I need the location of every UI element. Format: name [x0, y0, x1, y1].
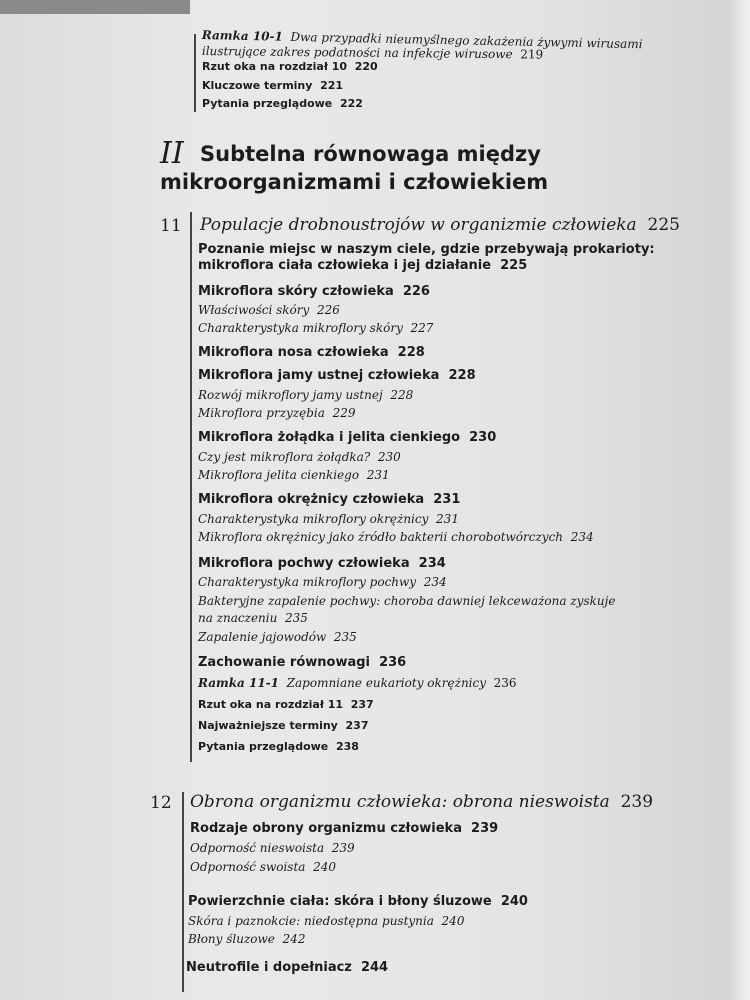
ch11-section-intro-line1: Poznanie miejsc w naszym ciele, gdzie przebywają prokarioty:: [198, 242, 655, 257]
ch12-sub-innate: Odporność nieswoista 239: [190, 841, 355, 855]
ch11-sub-skin-flora: Charakterystyka mikroflory skóry 227: [198, 321, 434, 335]
ch12-section-body-surfaces: Powierzchnie ciała: skóra i błony śluzowe 240: [188, 894, 528, 909]
review-questions-ch10: Pytania przeglądowe 222: [202, 97, 363, 110]
toc-rule-ch11: [190, 212, 192, 762]
ch11-sub-stomach-flora: Czy jest mikroflora żołądka? 230: [198, 450, 401, 464]
review-questions-ch11: Pytania przeglądowe 238: [198, 740, 359, 753]
ch11-section-balance: Zachowanie równowagi 236: [198, 655, 407, 670]
ch11-sub-bacterial-vaginosis-line1: Bakteryjne zapalenie pochwy: choroba dawniej lekceważona zyskuje: [198, 594, 616, 608]
summary-ch10: Rzut oka na rozdział 10 220: [202, 60, 378, 73]
key-terms-ch10: Kluczowe terminy 221: [202, 79, 344, 92]
ch11-section-intro-line2: mikroflora ciała człowieka i jej działanie 225: [198, 258, 528, 273]
toc-rule-top: [194, 34, 196, 112]
ch12-sub-mucous: Błony śluzowe 242: [188, 932, 306, 946]
chapter-11-number: 11: [160, 216, 182, 236]
ch11-section-stomach: Mikroflora żołądka i jelita cienkiego 230: [198, 430, 497, 445]
box-10-1-line1: Ramka 10-1 Dwa przypadki nieumyślnego zakażenia żywymi wirusami: [201, 28, 643, 52]
ch11-sub-colon-pathogens: Mikroflora okrężnicy jako źródło bakterii chorobotwórczych 234: [198, 530, 594, 544]
part-numeral: II: [160, 136, 184, 171]
ch12-sub-skin-nails: Skóra i paznokcie: niedostępna pustynia 240: [188, 914, 465, 928]
summary-ch11: Rzut oka na rozdział 11 237: [198, 698, 374, 711]
part-title-line1: Subtelna równowaga między: [200, 142, 541, 166]
ch11-sub-small-intestine: Mikroflora jelita cienkiego 231: [198, 468, 390, 482]
ch11-section-skin: Mikroflora skóry człowieka 226: [198, 284, 430, 299]
ch11-section-vagina: Mikroflora pochwy człowieka 234: [198, 556, 446, 571]
box-10-1-line2: ilustrujące zakres podatności na infekcje wirusowe 219: [201, 44, 544, 62]
page-edge-shadow: [0, 0, 190, 14]
ch11-sub-colon-flora: Charakterystyka mikroflory okrężnicy 231: [198, 512, 459, 526]
toc-rule-ch12: [182, 792, 184, 992]
ch11-sub-periodontal: Mikroflora przyzębia 229: [198, 406, 356, 420]
ch12-section-neutrophils: Neutrofile i dopełniacz 244: [186, 960, 389, 975]
ch11-sub-salpingitis: Zapalenie jajowodów 235: [198, 630, 357, 644]
ch11-box-11-1: Ramka 11-1 Zapomniane eukarioty okrężnicy 236: [198, 676, 517, 690]
chapter-12-number: 12: [150, 793, 172, 813]
ch12-sub-adaptive: Odporność swoista 240: [190, 860, 336, 874]
part-title-line2: mikroorganizmami i człowiekiem: [160, 170, 549, 194]
key-terms-ch11: Najważniejsze terminy 237: [198, 719, 369, 732]
page-right-edge: [728, 0, 750, 1000]
ch11-section-nose: Mikroflora nosa człowieka 228: [198, 345, 425, 360]
ch11-section-mouth: Mikroflora jamy ustnej człowieka 228: [198, 368, 476, 383]
ch11-sub-vagina-flora: Charakterystyka mikroflory pochwy 234: [198, 575, 447, 589]
ch11-sub-mouth-development: Rozwój mikroflory jamy ustnej 228: [198, 388, 414, 402]
ch11-section-colon: Mikroflora okrężnicy człowieka 231: [198, 492, 461, 507]
ch11-sub-bacterial-vaginosis-line2: na znaczeniu 235: [198, 611, 308, 625]
chapter-11-title: Populacje drobnoustrojów w organizmie człowieka 225: [200, 215, 680, 235]
chapter-12-title: Obrona organizmu człowieka: obrona nieswoista 239: [190, 792, 654, 812]
ch12-section-defense-types: Rodzaje obrony organizmu człowieka 239: [190, 821, 499, 836]
ch11-sub-skin-properties: Właściwości skóry 226: [198, 303, 340, 317]
